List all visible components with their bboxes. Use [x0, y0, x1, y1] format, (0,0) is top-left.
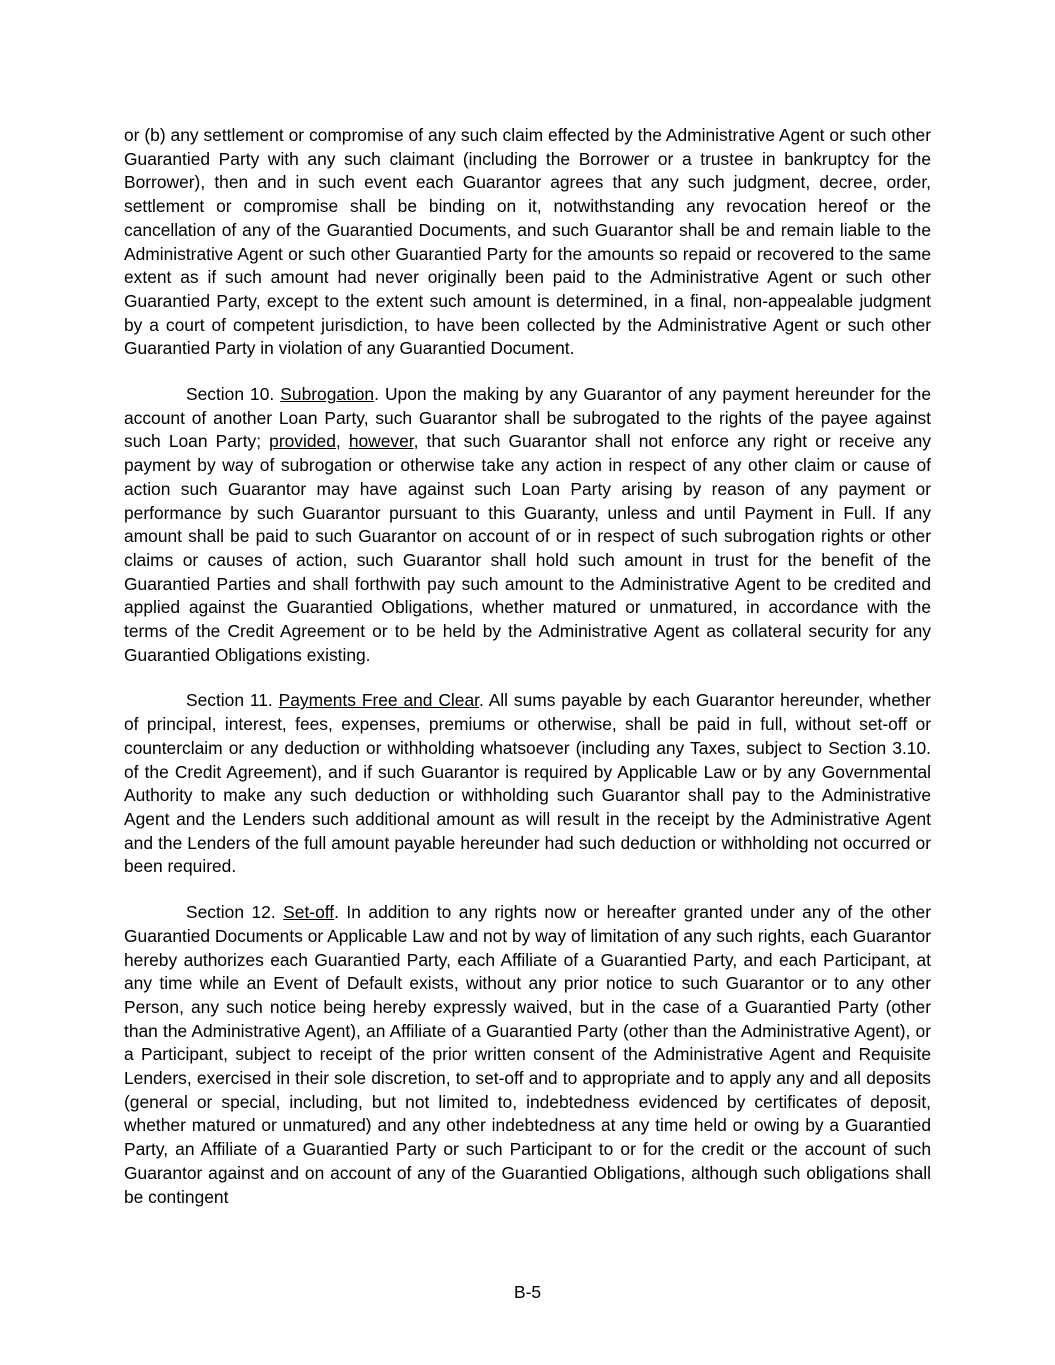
page-number: B-5	[513, 1282, 542, 1302]
provided-term: provided	[269, 431, 336, 452]
however-term: however	[348, 431, 414, 452]
section-10-paragraph	[124, 383, 931, 667]
section-11-heading: Payments Free and Clear	[278, 690, 479, 711]
document-page	[124, 124, 931, 1231]
section-10-number: Section 10.	[186, 384, 275, 405]
section-11-paragraph	[124, 689, 931, 879]
section-12-number: Section 12.	[186, 902, 276, 923]
section-12-paragraph	[124, 901, 931, 1209]
section-12-heading: Set-off	[283, 902, 335, 923]
continuation-paragraph: or (b) any settlement or compromise of any such claim effected by the Administrative Agent or such other Guarantied Party with any such claimant (including the Borrower or a trustee in bankruptcy for the Borrower), then and in such event each Guarantor agrees that any such judgment, decree, order, settlement or compromise shall be binding on it, notwithstanding any revocation hereof or the cancellation of any of the Guarantied Documents, and such Guarantor shall be and remain liable to the Administrative Agent or such other Guarantied Party for the amounts so repaid or recovered to the same extent as if such amount had never originally been paid to the Administrative Agent or such other Guarantied Party, except to the extent such amount is determined, in a final, non-appealable judgment by a court of competent jurisdiction, to have been collected by the Administrative Agent or such other Guarantied Party in violation of any Guarantied Document.	[124, 125, 931, 359]
section-11-text: . All sums payable by each Guarantor hereunder, whether of principal, interest, fees, expenses, premiums or otherwise, shall be paid in full, without set-off or counterclaim or any deduction or withholding whatsoever (including any Taxes, subject to Section 3.10. of the Credit Agreement), and if such Guarantor is required by Applicable Law or by any Governmental Authority to make any such deduction or withholding such Guarantor shall pay to the Administrative Agent and the Lenders such additional amount as will result in the receipt by the Administrative Agent and the Lenders of the full amount payable hereunder had such deduction or withholding not occurred or been required.	[124, 690, 931, 877]
section-10-comma: ,	[335, 431, 349, 452]
section-10-text-2: , that such Guarantor shall not enforce any right or receive any payment by way of subrogation or otherwise take any action in respect of any other claim or cause of action such Guarantor may have against such Loan Party arising by reason of any payment or performance by such Guarantor pursuant to this Guaranty, unless and until Payment in Full. If any amount shall be paid to such Guarantor on account of or in respect of such subrogation rights or other claims or causes of action, such Guarantor shall hold such amount in trust for the benefit of the Guarantied Parties and shall forthwith pay such amount to the Administrative Agent to be credited and applied against the Guarantied Obligations, whether matured or unmatured, in accordance with the terms of the Credit Agreement or to be held by the Administrative Agent as collateral security for any Guarantied Obligations existing.	[124, 431, 931, 665]
section-12-text: . In addition to any rights now or hereafter granted under any of the other Guarantied Documents or Applicable Law and not by way of limitation of any such rights, each Guarantor hereby authorizes each Guarantied Party, each Affiliate of a Guarantied Party, and each Participant, at any time while an Event of Default exists, without any prior notice to such Guarantor or to any other Person, any such notice being hereby expressly waived, but in the case of a Guarantied Party (other than the Administrative Agent), an Affiliate of a Guarantied Party (other than the Administrative Agent), or a Participant, subject to receipt of the prior written consent of the Administrative Agent and Requisite Lenders, exercised in their sole discretion, to set-off and to appropriate and to apply any and all deposits (general or special, including, but not limited to, indebtedness evidenced by certificates of deposit, whether matured or unmatured) and any other indebtedness at any time held or owing by a Guarantied Party, an Affiliate of a Guarantied Party or such Participant to or for the credit or the account of such Guarantor against and on account of any of the Guarantied Obligations, although such obligations shall be contingent	[124, 902, 931, 1207]
section-10-text-1: . Upon the making by any Guarantor of any payment hereunder for the account of another Loan Party, such Guarantor shall be subrogated to the rights of the payee against such Loan Party;	[124, 384, 932, 452]
section-10-heading: Subrogation	[280, 384, 375, 405]
section-11-number: Section 11.	[186, 690, 273, 711]
